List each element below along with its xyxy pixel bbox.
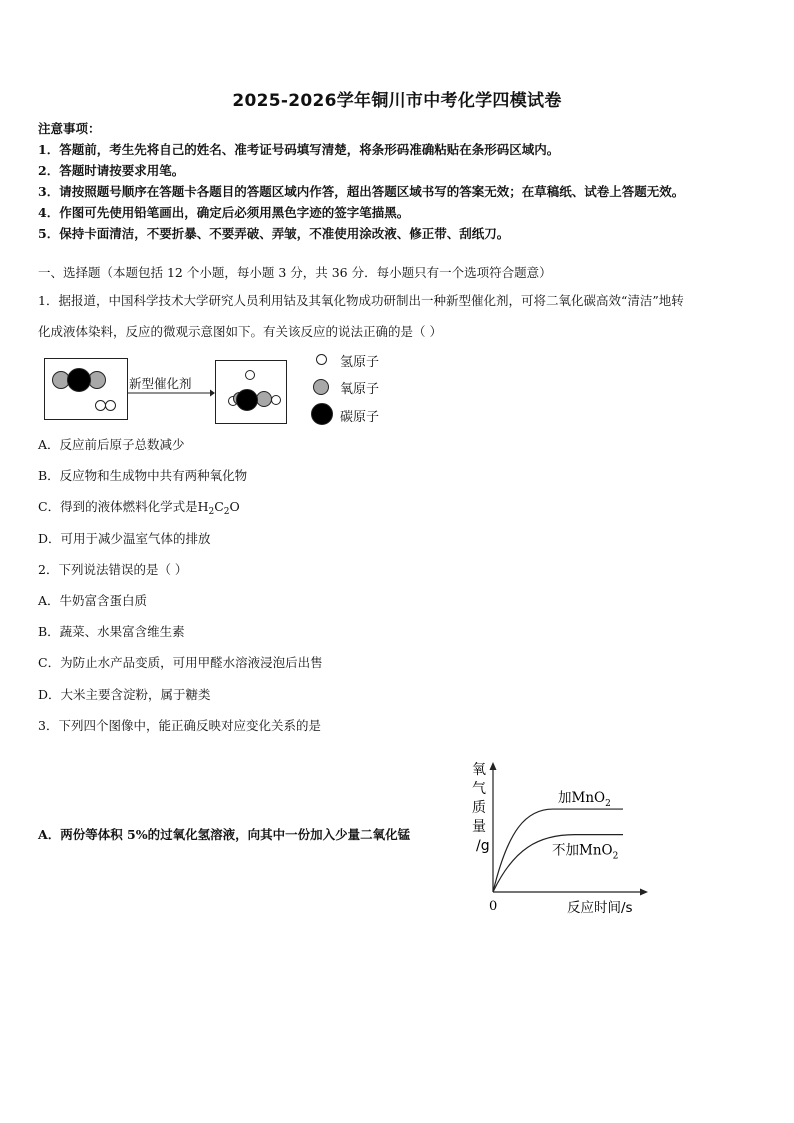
q2-option-a: A．牛奶富含蛋白质 (38, 593, 148, 608)
notice-item-4: 4．作图可先使用铅笔画出，确定后必须用黑色字迹的签字笔描黑。 (38, 205, 410, 220)
formula-h2c2o: $H_2C_2O$ (197, 499, 240, 517)
series-label-without-mno2: 不加MnO$_2$ (552, 842, 619, 862)
q1-option-c-text: C．得到的液体燃料化学式是 (38, 499, 198, 514)
legend-carbon-label: 碳原子 (340, 410, 380, 425)
q2-option-c: C．为防止水产品变质，可用甲醛水溶液浸泡后出售 (38, 655, 323, 670)
y-axis-label (472, 762, 490, 854)
oxygen-mass-chart (462, 758, 662, 920)
q2-option-b: B．蔬菜、水果富含维生素 (38, 624, 185, 639)
hydrogen-atom (105, 400, 116, 411)
y-axis-label-char: 质 (472, 800, 486, 816)
notice-item-5: 5．保持卡面清洁，不要折暴、不要弄破、弄皱，不准使用涂改液、修正带、刮纸刀。 (38, 226, 510, 241)
carbon-atom (67, 368, 91, 392)
y-axis-label-char: 气 (472, 781, 486, 797)
q1-option-b: B．反应物和生成物中共有两种氧化物 (38, 468, 248, 483)
catalyst-label: 新型催化剂 (129, 376, 192, 391)
y-axis-label-char: 氧 (472, 762, 486, 778)
carbon-atom (236, 389, 258, 411)
section-heading: 一、选择题（本题包括 12 个小题，每小题 3 分，共 36 分．每小题只有一个选项符合题意） (38, 265, 552, 280)
y-axis-label-char: 量 (472, 819, 486, 835)
carbon-legend-icon (311, 403, 333, 425)
q1-option-d: D．可用于减少温室气体的排放 (38, 531, 211, 546)
q3-option-a: A．两份等体积 5%的过氧化氢溶液，向其中一份加入少量二氧化锰 (38, 827, 411, 842)
reaction-arrow-icon (126, 388, 216, 398)
hydrogen-atom (245, 370, 255, 380)
hydrogen-atom (271, 395, 281, 405)
q1-option-a: A．反应前后原子总数减少 (38, 437, 185, 452)
q2-stem: 2．下列说法错误的是（ ） (38, 562, 188, 577)
products-box (215, 360, 287, 424)
oxygen-legend-icon (313, 379, 329, 395)
notice-heading: 注意事项： (38, 121, 101, 136)
series-label-with-mno2: 加MnO$_2$ (558, 790, 611, 810)
notice-item-3: 3．请按照题号顺序在答题卡各题目的答题区域内作答，超出答题区域书写的答案无效；在草稿纸、试卷上答题无效。 (38, 184, 685, 199)
legend-oxygen-label: 氧原子 (340, 382, 380, 397)
q1-stem-line2: 化成液体染料，反应的微观示意图如下。有关该反应的说法正确的是（ ） (38, 324, 442, 339)
y-axis-label-char: /g (476, 838, 490, 854)
legend-hydrogen-label: 氢原子 (340, 355, 380, 370)
q2-option-d: D．大米主要含淀粉，属于糖类 (38, 687, 211, 702)
page-title: 2025-2026学年铜川市中考化学四模试卷 (232, 91, 562, 111)
x-axis-label: 反应时间/s (567, 900, 633, 916)
oxygen-atom (256, 391, 272, 407)
q1-stem-line1: 1．据报道，中国科学技术大学研究人员利用钴及其氧化物成功研制出一种新型催化剂，可将二氧化碳高效“清洁”地转 (38, 293, 684, 308)
hydrogen-legend-icon (316, 354, 327, 365)
notice-item-1: 1．答题前，考生先将自己的姓名、准考证号码填写清楚，将条形码准确粘贴在条形码区域内。 (38, 142, 560, 157)
q1-option-c (38, 498, 240, 521)
reactants-box (44, 358, 128, 420)
origin-label: 0 (489, 899, 498, 914)
notice-item-2: 2．答题时请按要求用笔。 (38, 163, 185, 178)
chart-series (493, 790, 623, 892)
y-axis-arrow-icon (490, 762, 497, 770)
q3-stem: 3．下列四个图像中，能正确反映对应变化关系的是 (38, 718, 321, 733)
x-axis-arrow-icon (640, 889, 648, 896)
